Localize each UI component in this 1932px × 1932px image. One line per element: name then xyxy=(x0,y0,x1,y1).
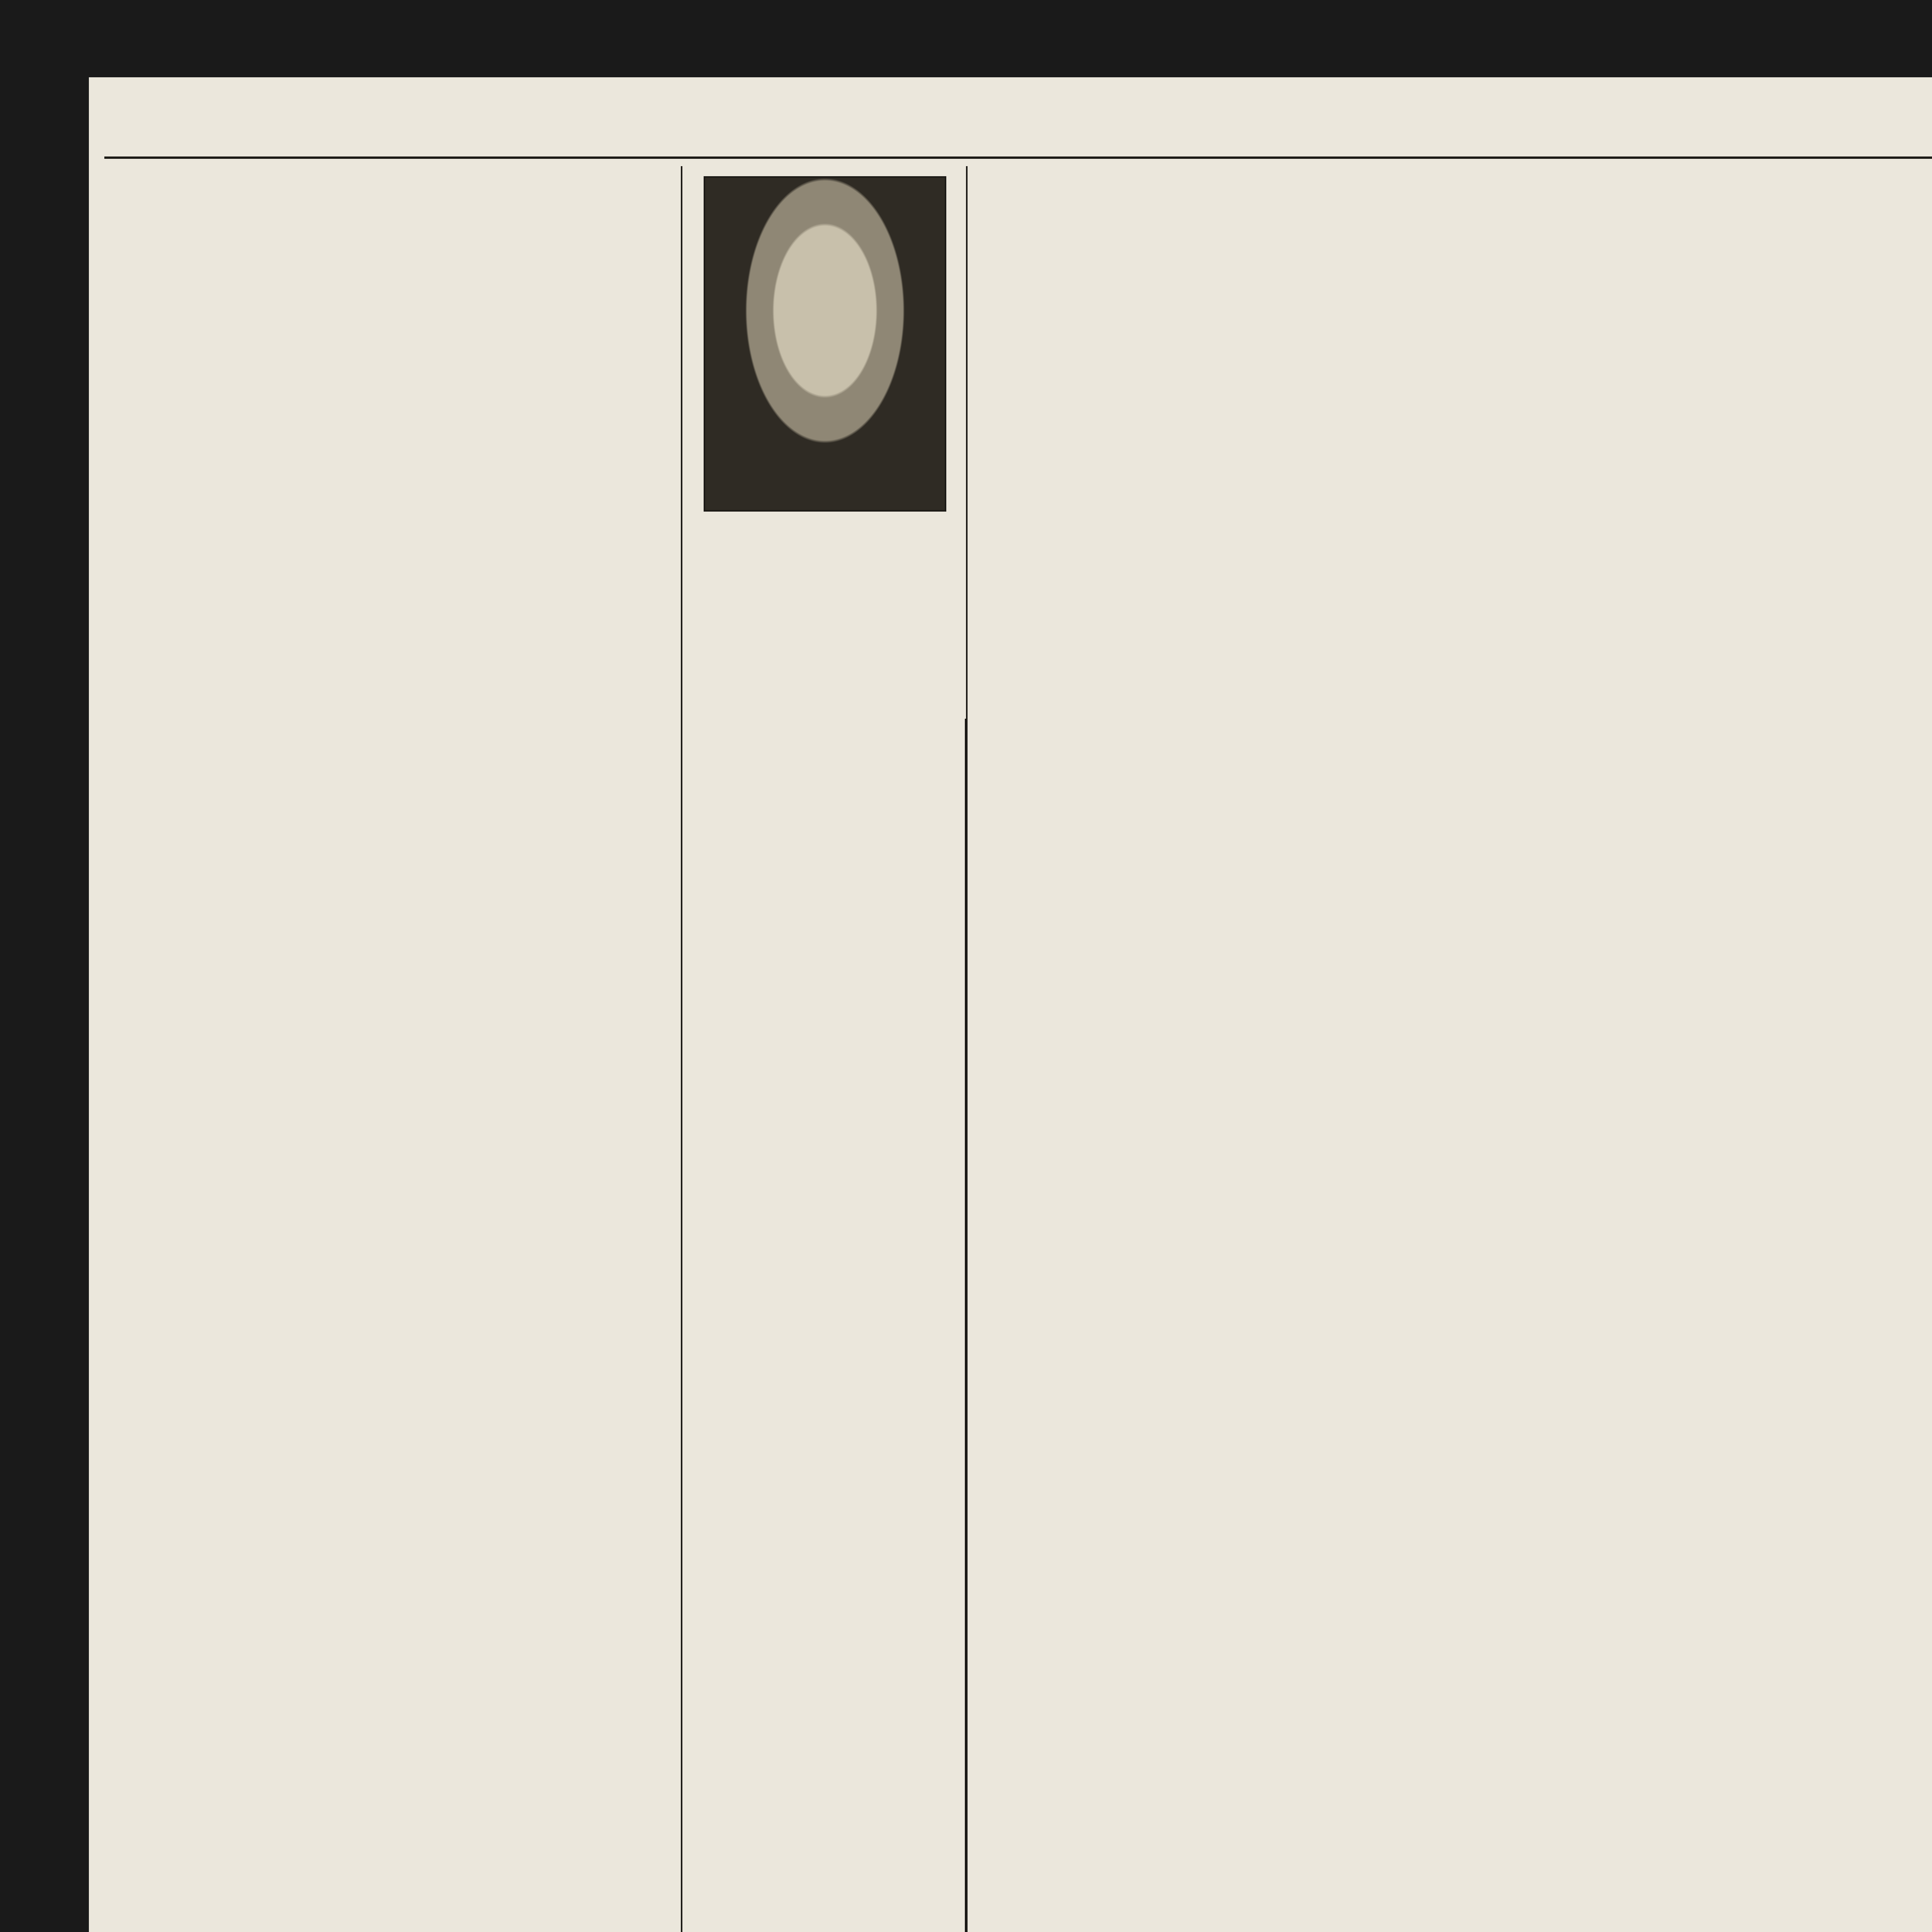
column-2 xyxy=(686,170,964,1932)
dann-portrait xyxy=(704,176,946,512)
masthead xyxy=(104,128,1932,155)
column-1-soldiers-article xyxy=(108,166,680,1932)
column-rule-3 xyxy=(966,166,968,1932)
newspaper-page xyxy=(89,77,1932,1932)
spacer xyxy=(686,734,1366,738)
header-rule xyxy=(104,156,1932,159)
column-rule xyxy=(681,166,682,1932)
